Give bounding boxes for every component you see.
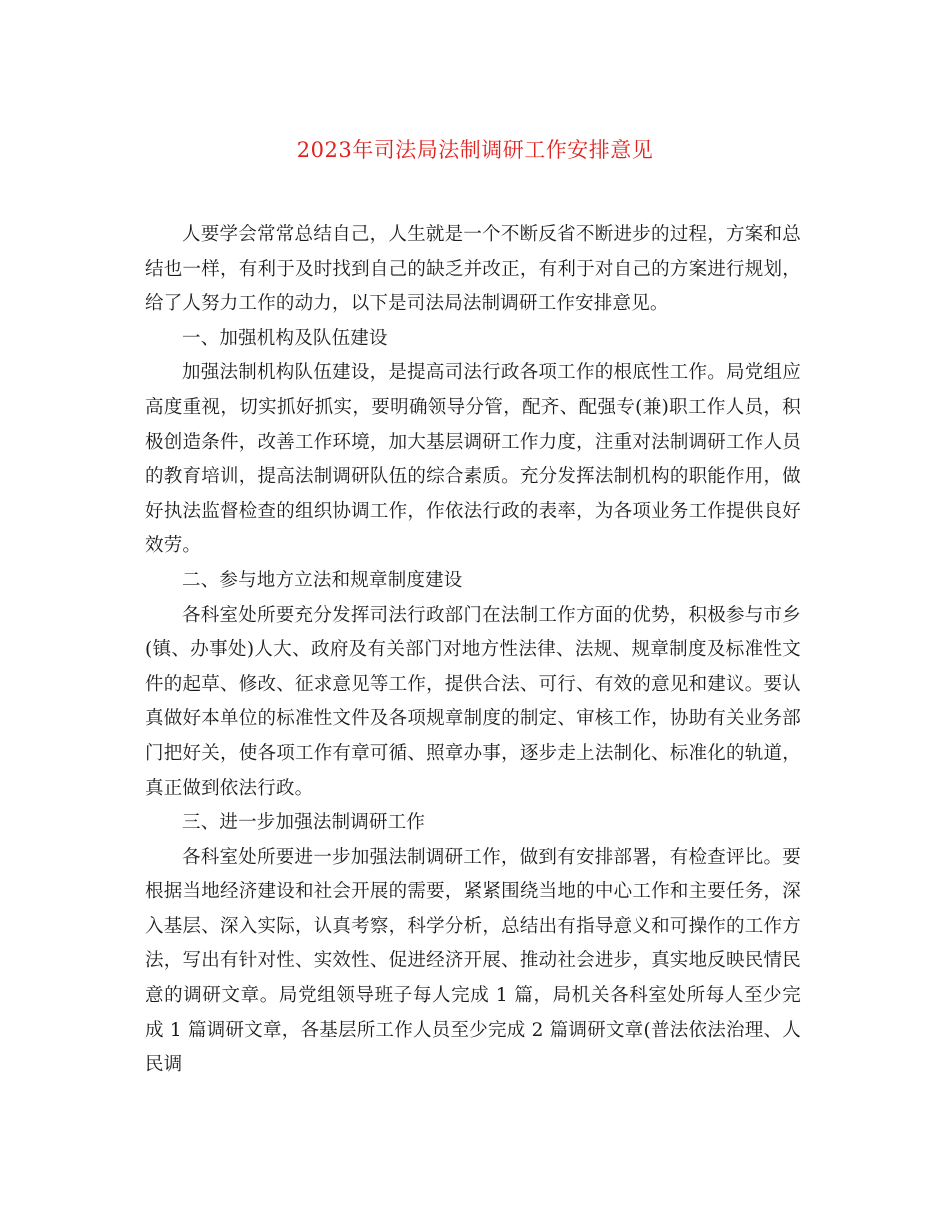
section-heading-2: 二、参与地方立法和规章制度建设 <box>182 569 463 591</box>
section-body-2: 各科室处所要充分发挥司法行政部门在法制工作方面的优势，积极参与市乡(镇、办事处)人大、政府及有关部门对地方性法律、法规、规章制度及标准性文件的起草、修改、征求意见等工作，提供合法、可行、有效的意见和建议。要认真做好本单位的标准性文件及各项规章制度的制定、审核工作，协助有关业务部门把好关，使各项工作有章可循、照章办事，逐步走上法制化、标准化的轨道，真正做到依法行政。 <box>145 604 801 799</box>
section-body-3: 各科室处所要进一步加强法制调研工作，做到有安排部署，有检查评比。要根据当地经济建设和社会开展的需要，紧紧围绕当地的中心工作和主要任务，深入基层、深入实际，认真考察，科学分析，总结出有指导意义和可操作的工作方法，写出有针对性、实效性、促进经济开展、推动社会进步，真实地反映民情民意的调研文章。局党组领导班子每人完成 1 篇，局机关各科室处所每人至少完成 1 篇调研文章，各基层所工作人员至少完成 2 篇调研文章(普法依法治理、人民调 <box>145 846 801 1076</box>
document-title: 2023年司法局法制调研工作安排意见 <box>296 138 654 162</box>
intro-paragraph: 人要学会常常总结自己，人生就是一个不断反省不断进步的过程，方案和总结也一样，有利于及时找到自己的缺乏并改正，有利于对自己的方案进行规划，给了人努力工作的动力，以下是司法局法制调研工作安排意见。 <box>145 224 801 315</box>
section-body-1: 加强法制机构队伍建设，是提高司法行政各项工作的根底性工作。局党组应高度重视，切实抓好抓实，要明确领导分管，配齐、配强专(兼)职工作人员，积极创造条件，改善工作环境，加大基层调研工作力度，注重对法制调研工作人员的教育培训，提高法制调研队伍的综合素质。充分发挥法制机构的职能作用，做好执法监督检查的组织协调工作，作依法行政的表率，为各项业务工作提供良好效劳。 <box>145 362 801 557</box>
section-heading-1: 一、加强机构及队伍建设 <box>182 327 388 349</box>
section-heading-3: 三、进一步加强法制调研工作 <box>182 812 426 834</box>
document-body <box>145 218 801 1083</box>
